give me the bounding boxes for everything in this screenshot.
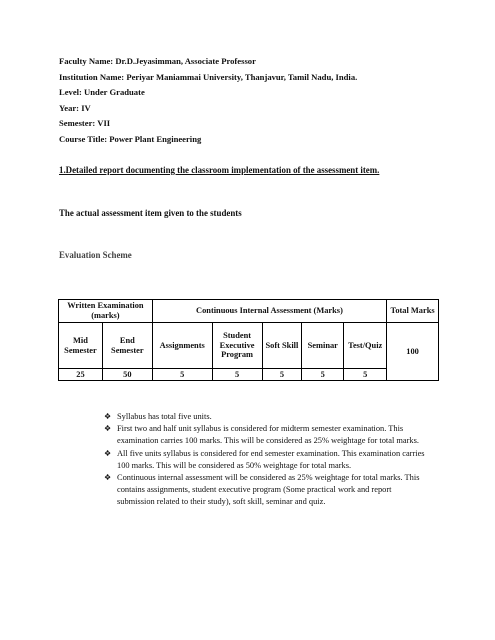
evaluation-scheme-table <box>58 299 439 381</box>
year: Year: IV <box>59 102 91 113</box>
diamond-bullet-icon: ❖ <box>104 448 112 458</box>
evaluation-scheme-subheading: Evaluation Scheme <box>59 250 132 260</box>
table-cell: 25 <box>59 369 103 381</box>
table-cell: 5 <box>262 369 302 381</box>
list-item: ❖ Continuous internal assessment will be considered as 25% weightage for total marks. This contains assignments, student executive program (Some practical work and report submission related to their study), soft skill, seminar and quiz. <box>104 473 420 507</box>
col-header: Mid Semester <box>59 323 103 369</box>
diamond-bullet-icon: ❖ <box>104 473 112 483</box>
table-row <box>59 369 439 381</box>
diamond-bullet-icon: ❖ <box>104 412 112 421</box>
assessment-item-subheading: The actual assessment item given to the students <box>59 208 242 218</box>
table-cell: 5 <box>302 369 344 381</box>
course-info <box>59 54 357 147</box>
table-header-row <box>59 300 439 323</box>
col-header: Test/Quiz <box>344 323 387 369</box>
total-value: 100 <box>387 323 439 381</box>
total-header: Total Marks <box>387 300 439 323</box>
faculty-name: Faculty Name: Dr.D.Jeyasimman, Associate Professor <box>59 56 256 66</box>
col-header: Soft Skill <box>262 323 302 369</box>
notes-list <box>104 411 430 509</box>
table-cell: 5 <box>212 369 262 381</box>
cia-header: Continuous Internal Assessment (Marks) <box>152 300 386 323</box>
course-title: Course Title: Power Plant Engineering <box>59 133 202 144</box>
written-exam-header: Written Examination (marks) <box>59 300 153 323</box>
table-cell: 5 <box>344 369 387 381</box>
list-item: ❖ All five units syllabus is considered for end semester examination. This examination carries 100 marks. This will be considered as 50% weightage for total marks. <box>104 448 425 470</box>
table-subheader-row <box>59 323 439 369</box>
list-item: ❖ Syllabus has total five units. <box>104 411 430 423</box>
col-header: Student Executive Program <box>212 323 262 369</box>
level: Level: Under Graduate <box>59 87 145 97</box>
col-header: End Semester <box>102 323 152 369</box>
institution-name: Institution Name: Periyar Maniammai University, Thanjavur, Tamil Nadu, India. <box>59 71 358 82</box>
col-header: Seminar <box>302 323 344 369</box>
list-item: ❖ First two and half unit syllabus is considered for midterm semester examination. This examination carries 100 marks. This will be considered as 25% weightage for total marks. <box>104 424 419 446</box>
section-heading: 1.Detailed report documenting the classroom implementation of the assessment item. <box>59 165 380 175</box>
table-cell: 5 <box>152 369 212 381</box>
diamond-bullet-icon: ❖ <box>104 424 112 434</box>
table-cell: 50 <box>102 369 152 381</box>
col-header: Assignments <box>152 323 212 369</box>
semester: Semester: VII <box>59 118 111 128</box>
